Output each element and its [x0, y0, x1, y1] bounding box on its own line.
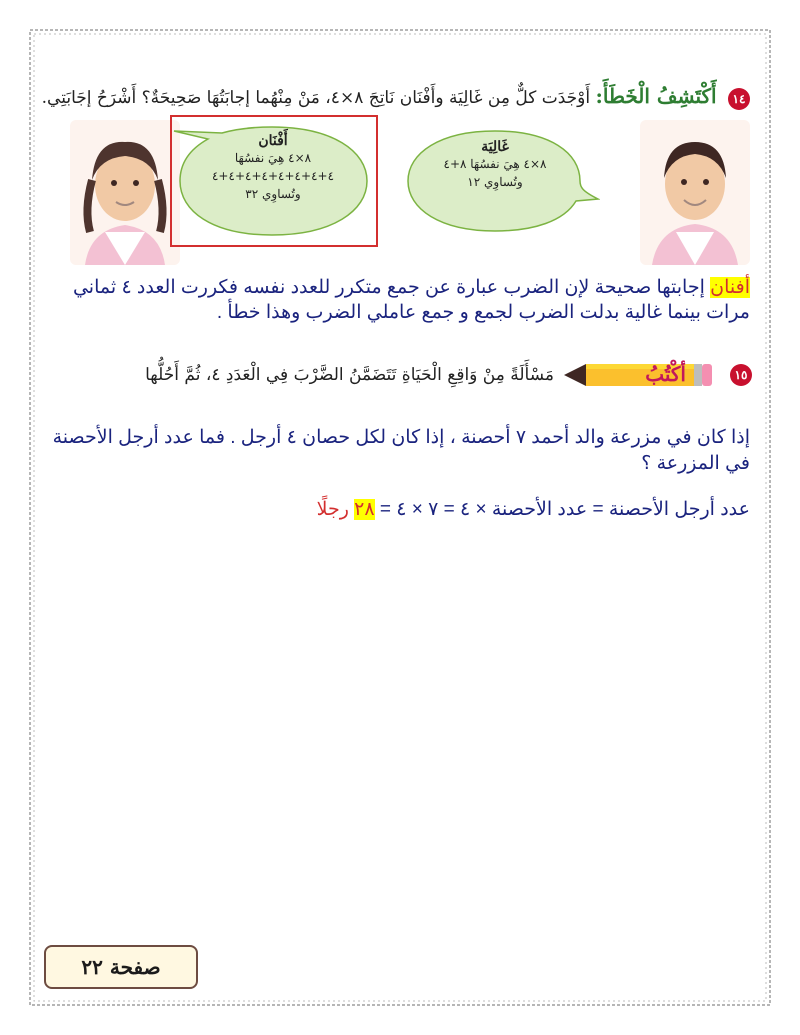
question-15 [145, 358, 752, 392]
afnan-photo [70, 120, 180, 265]
ghalia-line-2: وتُساوِي ١٢ [467, 175, 523, 189]
answer-14-text: إجابتها صحيحة لإن الضرب عبارة عن جمع متكرر للعدد نفسه فكررت العدد ٤ ثماني مرات بينما غالية بدلت الضرب لجمع و جمع عاملي الضرب وهذا خطأ . [72, 277, 750, 323]
equation-result: ٢٨ [354, 499, 375, 520]
question-number-badge: ١٤ [728, 88, 750, 110]
question-text: أَوْجَدَت كلٌّ مِن غَالِيَة وأَفْنَان نَاتِجَ ٨×٤، مَنْ مِنْهُما إجابَتُهَا صَحِيحَةٌ؟ أَشْرَحُ إجَابَتِي. [41, 88, 591, 108]
afnan-bubble-text [188, 133, 358, 203]
ghalia-bubble-text [410, 139, 580, 191]
afnan-line-1: ٨×٤ هِيَ نفسُهَا [234, 151, 312, 165]
question-text: مَسْأَلَةً مِنْ وَاقِعِ الْحَيَاةِ تَتَضَمَّنُ الضَّرْبَ فِي الْعَدَدِ ٤، ثُمَّ أَحُلُّها [145, 365, 554, 385]
equation-left: عدد أرجل الأحصنة = عدد الأحصنة × ٤ = ٧ × ٤ = [374, 499, 750, 520]
page-number-label: صفحة ٢٢ [44, 945, 198, 989]
question-number-badge: ١٥ [730, 364, 752, 386]
ghalia-name: غَالِيَة [481, 139, 509, 155]
equation-unit: رجلًا [316, 499, 355, 520]
question-lead: أَكْتَشِفُ الْخَطَأَ: [595, 84, 717, 108]
ghalia-line-1: ٨×٤ هِيَ نفسُهَا ٨+٤ [443, 157, 547, 171]
afnan-line-2: ٤+٤+٤+٤+٤+٤+٤+٤ [211, 169, 335, 183]
pencil-icon [564, 358, 714, 392]
equation-line [317, 498, 750, 521]
answer-14 [50, 275, 750, 325]
answer-14-highlight: أفنان [710, 277, 750, 298]
write-label: أكْتُبُ [645, 362, 686, 386]
question-14 [42, 84, 750, 110]
ghalia-photo [640, 120, 750, 265]
afnan-line-3: وتُساوِي ٣٢ [245, 187, 301, 201]
illustration-row [60, 115, 750, 265]
answer-15: إذا كان في مزرعة والد أحمد ٧ أحصنة ، إذا كان لكل حصان ٤ أرجل . فما عدد أرجل الأحصنة في المزرعة ؟ [52, 427, 750, 474]
afnan-name: أَفْنَان [258, 133, 288, 149]
pencil-banner [564, 358, 714, 392]
